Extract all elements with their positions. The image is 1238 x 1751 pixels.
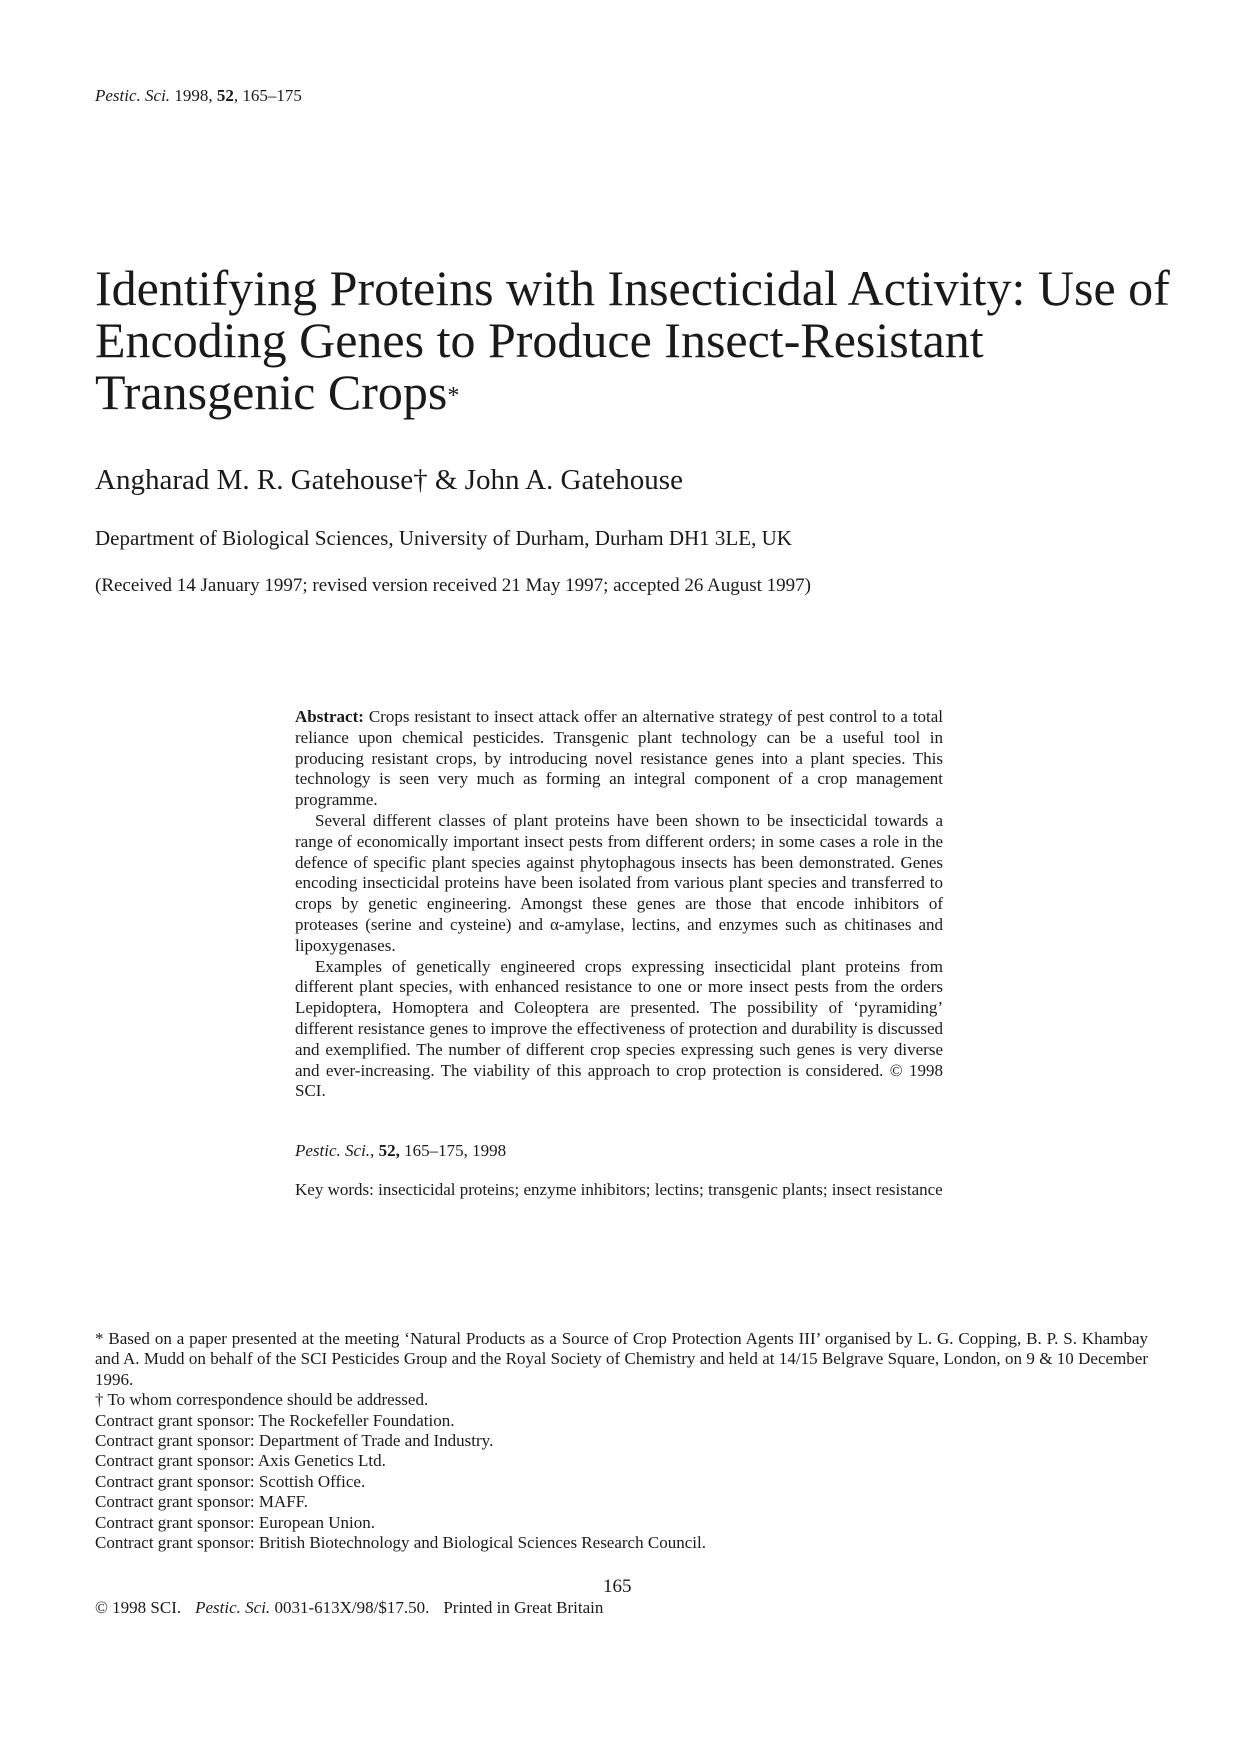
citation: [295, 1141, 506, 1161]
citation-journal: Pestic. Sci.,: [295, 1141, 375, 1160]
abstract-label: Abstract:: [295, 707, 364, 726]
journal-reference: Pestic. Sci. 1998, 52, 165–175: [95, 86, 302, 105]
title-text: Identifying Proteins with Insecticidal Activity: Use of Encoding Genes to Produce Insect-Resistant Transgenic Crops: [95, 260, 1170, 420]
footnote-item: Contract grant sponsor: British Biotechnology and Biological Sciences Research Council.: [95, 1533, 706, 1553]
citation-volume: 52,: [378, 1141, 400, 1160]
footnote-item: Contract grant sponsor: Scottish Office.: [95, 1471, 366, 1491]
footnote-item: Contract grant sponsor: MAFF.: [95, 1492, 309, 1512]
footnotes: [95, 1329, 1148, 1553]
title-footnote-mark: *: [447, 383, 460, 409]
paper-title: [95, 262, 1175, 418]
abstract-paragraph: Several different classes of plant proteins have been shown to be insecticidal towards a range of economically important insect pests from different orders; in some cases a role in the defence of specific plant species against phytophagous insects has been demonstrated. Genes encoding insecticidal proteins have been isolated from various plant species and transferred to crops by genetic engineering. Amongst these genes are those that encode inhibitors of proteases (serine and cysteine) and α-amylase, lectins, and enzymes such as chitinases and lipoxygenases.: [295, 810, 943, 955]
keywords: Key words: insecticidal proteins; enzyme inhibitors; lectins; transgenic plants; insect resistance: [295, 1180, 943, 1199]
abstract-paragraph: [295, 707, 943, 811]
abstract-text-1: Crops resistant to insect attack offer an alternative strategy of pest control to a total reliance upon chemical pesticides. Transgenic plant technology can be a useful tool in producing resistant crops, by introducing novel resistance genes into a plant species. This technology is seen very much as forming an integral component of a crop management programme.: [295, 707, 943, 810]
abstract-paragraph: Examples of genetically engineered crops expressing insecticidal plant proteins from different plant species, with enhanced resistance to one or more insect pests from the orders Lepidoptera, Homoptera and Coleoptera are presented. The possibility of ‘pyramiding’ different resistance genes to improve the effectiveness of protection and durability is discussed and exemplified. The number of different crop species expressing such genes is very diverse and ever-increasing. The viability of this approach to crop protection is considered. © 1998 SCI.: [295, 956, 943, 1101]
footnote-item: * Based on a paper presented at the meeting ‘Natural Products as a Source of Crop Protection Agents III’ organised by L. G. Copping, B. P. S. Khambay and A. Mudd on behalf of the SCI Pesticides Group and the Royal Society of Chemistry and held at 14/15 Belgrave Square, London, on 9 & 10 December 1996.: [95, 1329, 1148, 1389]
printed-in: Printed in Great Britain: [443, 1598, 604, 1617]
abstract: [295, 707, 943, 1102]
journal-abbrev: Pestic. Sci.: [195, 1598, 271, 1617]
footnote-item: Contract grant sponsor: European Union.: [95, 1512, 375, 1532]
footnote-item: † To whom correspondence should be addressed.: [95, 1390, 429, 1410]
footnote-item: Contract grant sponsor: The Rockefeller Foundation.: [95, 1410, 455, 1430]
copyright: © 1998 SCI.: [95, 1598, 182, 1617]
copyright-line: [95, 1598, 603, 1618]
received-dates: (Received 14 January 1997; revised version received 21 May 1997; accepted 26 August 1997): [95, 575, 811, 596]
affiliation: Department of Biological Sciences, University of Durham, Durham DH1 3LE, UK: [95, 526, 792, 550]
page-number: 165: [603, 1576, 632, 1597]
footnote-item: Contract grant sponsor: Department of Trade and Industry.: [95, 1431, 494, 1451]
issn-price: 0031-613X/98/$17.50.: [274, 1598, 430, 1617]
citation-pages: 165–175, 1998: [404, 1141, 507, 1160]
authors: Angharad M. R. Gatehouse† & John A. Gatehouse: [95, 464, 683, 496]
footnote-item: Contract grant sponsor: Axis Genetics Ltd.: [95, 1451, 386, 1471]
